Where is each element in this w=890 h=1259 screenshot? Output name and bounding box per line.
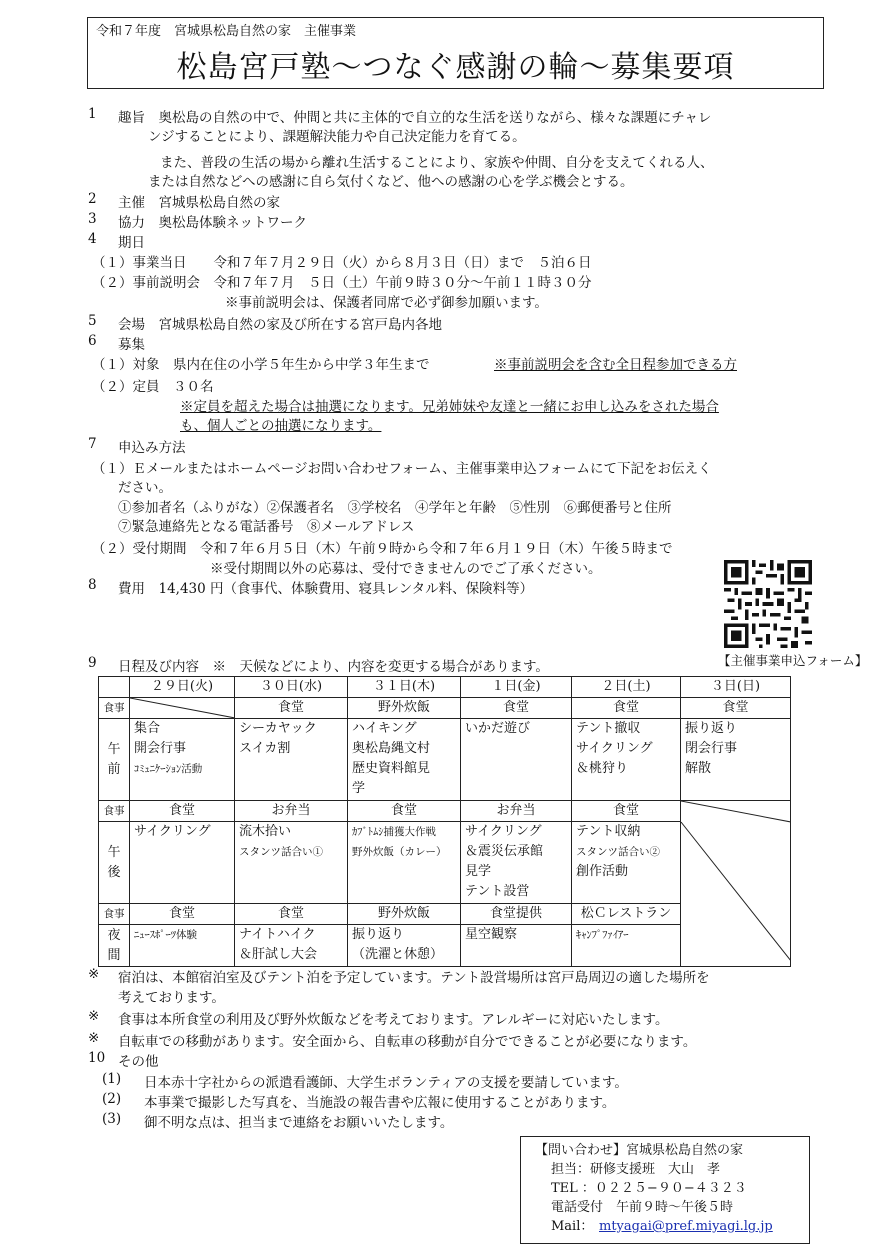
section-6-target: （１）対象 県内在住の小学５年生から中学３年生まで (92, 357, 430, 373)
breakfast-row (99, 698, 791, 719)
header-subtitle: 令和７年度 宮城県松島自然の家 主催事業 (96, 24, 357, 39)
corner-cell (99, 677, 130, 698)
night-cell (348, 925, 461, 967)
note-meals: 食事は本所食堂の利用及び野外炊飯などを考えております。アレルギーに対応いたします。 (118, 1012, 669, 1028)
section-1-line-2: ンジすることにより、課題解決能力や自己決定能力を育てる。 (148, 129, 526, 145)
note-lodging-line-2: 考えております。 (118, 990, 225, 1006)
activity-line: サイクリング (465, 824, 542, 839)
night-cell (130, 925, 235, 967)
activity-line: ｷｬﾝﾌﾟﾌｧｲｱｰ (576, 929, 629, 941)
activity-line: 振り返り (685, 721, 738, 736)
contact-email-link[interactable]: mtyagai@pref.miyagi.lg.jp (599, 1219, 773, 1234)
activity-line: スタンツ話合い② (576, 846, 660, 858)
section-7-items-1: ①参加者名（ふりがな）②保護者名 ③学校名 ④学年と年齢 ⑤性別 ⑥郵便番号と住所 (118, 500, 672, 516)
section-10-number: 10 (88, 1050, 106, 1066)
afternoon-cell (235, 822, 348, 904)
morning-cell (681, 719, 791, 801)
qr-code[interactable] (724, 560, 812, 648)
schedule-table (98, 676, 791, 967)
activity-line: ハイキング (352, 721, 417, 736)
section-8-fee: 費用 14,430 円（食事代、体験費用、寝具レンタル料、保険料等） (118, 581, 534, 597)
section-1-line-4: または自然などへの感謝に自ら気付くなど、他への感謝の心を学ぶ機会とする。 (148, 174, 634, 190)
section-9-number: 9 (88, 655, 97, 671)
section-3-cooperation: 協力 奥松島体験ネットワーク (118, 215, 307, 231)
activity-line: 奥松島縄文村 (352, 741, 431, 756)
section-6-lottery-note-2: も、個人ごとの抽選になります。 (180, 418, 382, 434)
activity-line: 歴史資料館見 (352, 761, 431, 776)
lunch-row (99, 801, 791, 822)
night-label-2: 間 (107, 947, 121, 963)
contact-phone: TEL ：０２２５−９０−４３２３ (551, 1181, 747, 1196)
afternoon-label-2: 後 (107, 864, 121, 880)
section-7-method-line-2: ださい。 (118, 480, 172, 496)
section-3-number: 3 (88, 211, 97, 227)
activity-line: シーカヤック (239, 721, 317, 736)
activity-line: ｶﾌﾞﾄﾑｼ捕獲大作戦 (352, 826, 436, 838)
day-header: ３０日(水) (235, 677, 348, 698)
activity-line: テント収納 (576, 824, 641, 839)
breakfast-cell: 食堂 (461, 698, 572, 719)
other-1-number: (1) (102, 1071, 122, 1087)
activity-line: ﾆｭｰｽﾎﾟｰﾂ体験 (134, 929, 197, 941)
empty-cell-diagonal (130, 698, 235, 718)
activity-line: サイクリング (576, 741, 653, 756)
other-2-text: 本事業で撮影した写真を、当施設の報告書や広報に使用することがあります。 (144, 1095, 616, 1111)
lunch-cell: お弁当 (461, 801, 572, 822)
section-10-heading: その他 (118, 1054, 159, 1070)
afternoon-cell (572, 822, 681, 904)
section-1-line-3: また、普段の生活の場から離れ生活することにより、家族や仲間、自分を支えてくれる人、 (160, 155, 714, 171)
dinner-cell: 食堂 (130, 904, 235, 925)
activity-line: ＆桃狩り (576, 761, 629, 776)
activity-line: テント設営 (465, 884, 530, 899)
other-3-number: (3) (102, 1111, 122, 1127)
activity-line: ＆肝試し大会 (239, 947, 318, 962)
morning-label (99, 719, 130, 801)
night-cell (572, 925, 681, 967)
afternoon-cell (130, 822, 235, 904)
section-4-number: 4 (88, 231, 97, 247)
section-7-period: （２）受付期間 令和７年６月５日（木）午前９時から令和７年６月１９日（木）午後５時まで (92, 541, 673, 557)
morning-label-1: 午 (107, 741, 121, 757)
section-6-lottery-note-1: ※定員を超えた場合は抽選になります。兄弟姉妹や友達と一緒にお申し込みをされた場合 (180, 399, 719, 415)
dinner-cell: 松Ｃレストラン (572, 904, 681, 925)
section-7-number: 7 (88, 436, 97, 452)
section-6-heading: 募集 (118, 337, 145, 353)
section-7-items-2: ⑦緊急連絡先となる電話番号 ⑧メールアドレス (118, 519, 415, 535)
breakfast-cell: 食堂 (681, 698, 791, 719)
day-header: ３１日(木) (348, 677, 461, 698)
section-7-period-note: ※受付期間以外の応募は、受付できませんのでご了承ください。 (210, 561, 602, 577)
afternoon-cell (348, 822, 461, 904)
page-title: 松島宮戸塾〜つなぐ感謝の輪〜募集要項 (176, 50, 735, 85)
dinner-cell: 野外炊飯 (348, 904, 461, 925)
day-header: ３日(日) (681, 677, 791, 698)
section-9-heading: 日程及び内容 ※ 天候などにより、内容を変更する場合があります。 (118, 659, 549, 675)
lunch-cell: 食堂 (130, 801, 235, 822)
note-mark: ※ (88, 1008, 100, 1024)
section-4-event-date: （１）事業当日 令和７年７月２９日（火）から８月３日（日）まで ５泊６日 (92, 255, 592, 271)
breakfast-cell: 食堂 (235, 698, 348, 719)
section-7-heading: 申込み方法 (118, 440, 186, 456)
other-2-number: (2) (102, 1091, 122, 1107)
contact-title: 【問い合わせ】宮城県松島自然の家 (535, 1143, 744, 1158)
activity-line: ＆震災伝承館 (465, 844, 544, 859)
night-cell (461, 925, 572, 967)
section-6-target-note: ※事前説明会を含む全日程参加できる方 (494, 357, 737, 373)
activity-line: 流木拾い (239, 824, 292, 839)
contact-box (520, 1136, 810, 1244)
morning-cell (348, 719, 461, 801)
activity-line: テント撤収 (576, 721, 641, 736)
section-5-number: 5 (88, 313, 97, 329)
section-8-number: 8 (88, 577, 97, 593)
section-7-method-line-1: （１）Ｅメールまたはホームページお問い合わせフォーム、主催事業申込フォームにて下記をお伝えく (92, 461, 712, 477)
day-header: １日(金) (461, 677, 572, 698)
section-6-capacity: （２）定員 ３０名 (92, 379, 214, 395)
other-3-text: 御不明な点は、担当まで連絡をお願いいたします。 (144, 1115, 454, 1131)
activity-line: 野外炊飯（カレー） (352, 846, 447, 858)
lunch-cell: お弁当 (235, 801, 348, 822)
activity-line: 集合 (134, 721, 161, 736)
afternoon-label-1: 午 (107, 844, 121, 860)
section-6-number: 6 (88, 333, 97, 349)
breakfast-cell: 食堂 (572, 698, 681, 719)
activity-line: サイクリング (134, 824, 211, 839)
night-cell (235, 925, 348, 967)
activity-line: （洗濯と休憩） (352, 947, 444, 962)
section-1-line-1: 趣旨 奥松島の自然の中で、仲間と共に主体的で自立的な生活を送りながら、様々な課題にチャレ (118, 110, 712, 126)
activity-line: 創作活動 (576, 864, 629, 879)
note-mark: ※ (88, 1030, 100, 1046)
header-box (87, 17, 824, 89)
activity-line: 学 (352, 781, 366, 796)
activity-line: いかだ遊び (465, 721, 531, 736)
section-4-dates-heading: 期日 (118, 235, 145, 251)
empty-cell-diagonal (681, 801, 791, 961)
night-label (99, 925, 130, 967)
meal-label: 食事 (99, 801, 130, 822)
day-header: ２９日(火) (130, 677, 235, 698)
morning-cell (130, 719, 235, 801)
lunch-cell: 食堂 (572, 801, 681, 822)
activity-line: 解散 (685, 761, 712, 776)
meal-label: 食事 (99, 904, 130, 925)
morning-cell (461, 719, 572, 801)
lunch-cell: 食堂 (348, 801, 461, 822)
morning-label-2: 前 (107, 761, 121, 777)
other-1-text: 日本赤十字社からの派遣看護師、大学生ボランティアの支援を要請しています。 (144, 1075, 628, 1091)
qr-code-label: 【主催事業申込フォーム】 (718, 653, 868, 668)
dinner-cell: 食堂 (235, 904, 348, 925)
activity-line: ｺﾐｭﾆｹｰｼｮﾝ活動 (134, 763, 203, 775)
morning-cell (572, 719, 681, 801)
note-mark: ※ (88, 966, 100, 982)
activity-line: ナイトハイク (239, 927, 316, 942)
section-2-number: 2 (88, 191, 97, 207)
note-bicycle: 自転車での移動があります。安全面から、自転車の移動が自分でできることが必要になります。 (118, 1034, 697, 1050)
morning-row (99, 719, 791, 801)
section-4-briefing-date: （２）事前説明会 令和７年７月 ５日（土）午前９時３０分〜午前１１時３０分 (92, 275, 592, 291)
activity-line: 星空観察 (465, 927, 518, 942)
night-label-1: 夜 (107, 927, 121, 943)
afternoon-cell (461, 822, 572, 904)
contact-person: 担当：研修支援班 大山 孝 (551, 1162, 721, 1177)
activity-line: 振り返り (352, 927, 405, 942)
contact-hours: 電話受付 午前９時〜午後５時 (551, 1200, 734, 1215)
activity-line: スタンツ話合い① (239, 846, 323, 858)
afternoon-label (99, 822, 130, 904)
dinner-cell: 食堂提供 (461, 904, 572, 925)
breakfast-cell: 野外炊飯 (348, 698, 461, 719)
empty-cell (130, 698, 235, 719)
schedule-header-row (99, 677, 791, 698)
section-4-note: ※事前説明会は、保護者同席で必ず御参加願います。 (225, 295, 548, 311)
activity-line: 閉会行事 (685, 741, 738, 756)
empty-cell (681, 801, 791, 967)
activity-line: 見学 (465, 864, 492, 879)
section-1-number: 1 (88, 106, 97, 122)
meal-label: 食事 (99, 698, 130, 719)
contact-mail-label: Mail： (551, 1219, 594, 1234)
activity-line: スイカ割 (239, 741, 291, 756)
activity-line: 開会行事 (134, 741, 187, 756)
morning-cell (235, 719, 348, 801)
day-header: ２日(土) (572, 677, 681, 698)
note-lodging-line-1: 宿泊は、本館宿泊室及びテント泊を予定しています。テント設営場所は宮戸島周辺の適した場所を (118, 970, 710, 986)
section-5-venue: 会場 宮城県松島自然の家及び所在する宮戸島内各地 (118, 317, 442, 333)
section-2-organizer: 主催 宮城県松島自然の家 (118, 195, 280, 211)
